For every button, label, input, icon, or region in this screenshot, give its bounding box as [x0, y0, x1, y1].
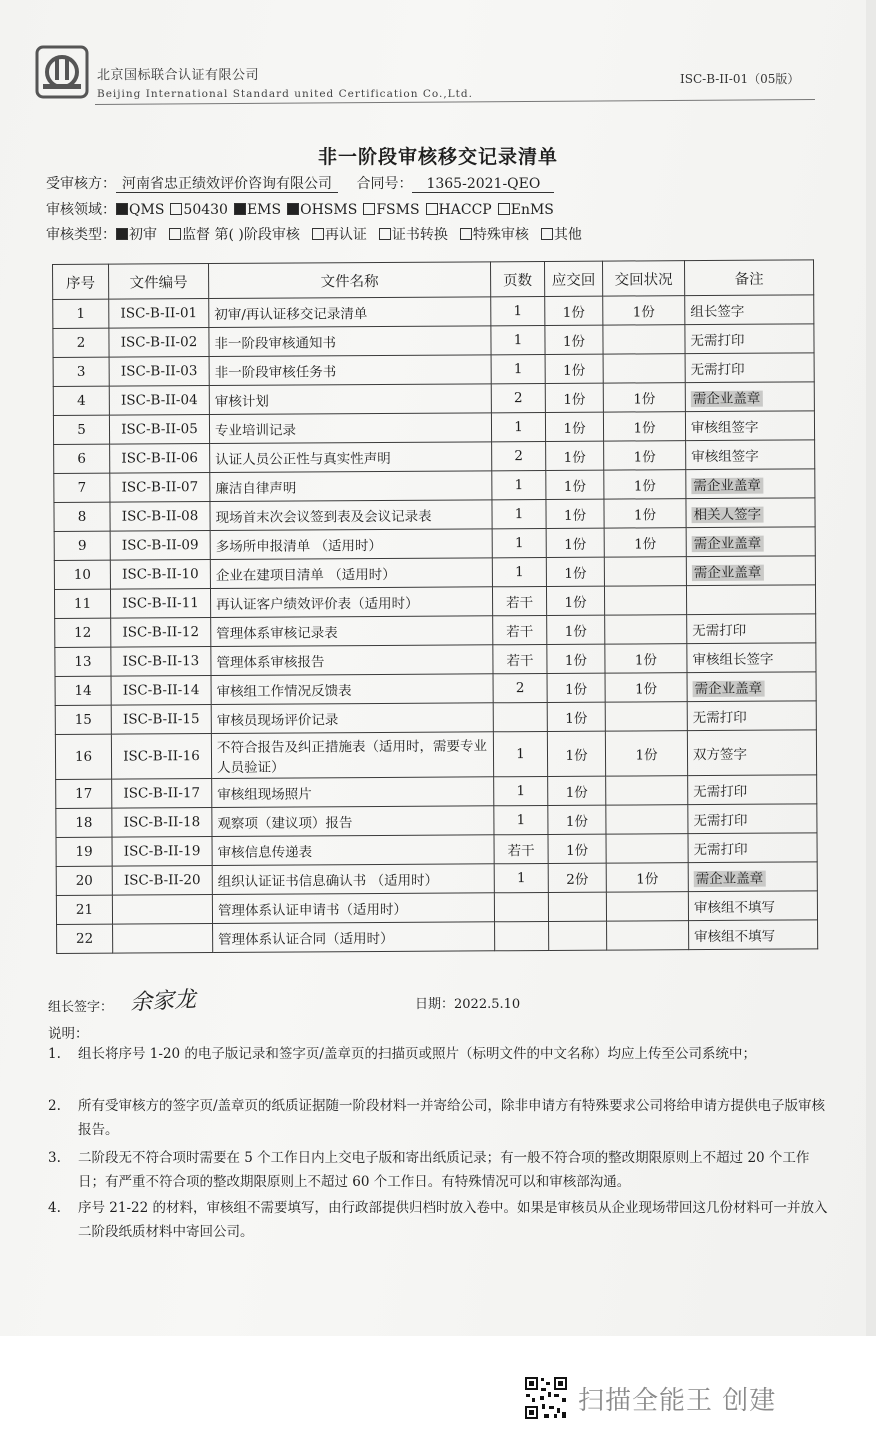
table-row [56, 891, 817, 925]
header-pages: 页数 [490, 261, 544, 296]
cell-returned: 1份 [606, 863, 688, 893]
cell-code: ISC-B-II-07 [110, 473, 210, 503]
checkbox-option [498, 202, 554, 218]
cell-code: ISC-B-II-20 [112, 866, 212, 896]
unchecked-box-icon [379, 228, 391, 240]
cell-name: 非一阶段审核任务书 [209, 355, 491, 386]
cell-pages: 若干 [493, 644, 547, 673]
cell-returned [606, 892, 688, 922]
checked-box-icon [287, 203, 299, 215]
cell-no: 14 [55, 676, 111, 705]
note-text: 二阶段无不符合项时需要在 5 个工作日内上交电子版和寄出纸质记录；有一般不符合项的整改期限原则上不超过 20 个工作日；有严重不符合项的整改期限原则上不超过 60 个工作日。有特殊情况可以和审核部沟通。 [78, 1150, 810, 1190]
table-row [56, 804, 817, 838]
document-title: 非一阶段审核移交记录清单 [317, 146, 558, 168]
cell-code: ISC-B-II-08 [110, 502, 210, 532]
cell-due: 1份 [547, 644, 605, 673]
cell-pages: 1 [491, 296, 545, 325]
table-row [57, 920, 818, 954]
checkbox-option [379, 227, 448, 243]
watermark-text: 扫描全能王 创建 [578, 1385, 777, 1416]
cell-remark: 审核组不填写 [688, 891, 817, 921]
cell-pages [495, 921, 549, 950]
checkbox-option [169, 227, 300, 243]
cell-due [548, 892, 606, 921]
table-row [53, 382, 814, 416]
cell-remark [686, 527, 815, 557]
highlighted-remark: 需企业盖章 [693, 477, 761, 495]
cell-remark [686, 585, 815, 615]
leader-signature: 余家龙 [129, 987, 197, 1016]
cell-name: 审核组工作情况反馈表 [211, 674, 493, 705]
date-value: 2022.5.10 [454, 997, 521, 1012]
cell-remark: 审核组签字 [686, 440, 815, 470]
cell-returned: 1份 [603, 296, 685, 326]
unchecked-box-icon [169, 228, 181, 240]
audit-field-line [46, 199, 560, 219]
cell-code: ISC-B-II-03 [109, 357, 209, 387]
cell-name: 组织认证证书信息确认书 （适用时） [212, 864, 494, 895]
cell-returned: 1份 [603, 412, 685, 442]
table-row [54, 527, 815, 561]
cell-remark: 无需打印 [687, 701, 816, 731]
cell-remark: 无需打印 [688, 775, 817, 805]
cell-due: 1份 [546, 499, 604, 528]
cell-remark [688, 862, 817, 892]
cell-name: 专业培训记录 [209, 413, 491, 444]
table-row [55, 701, 816, 735]
cell-code: ISC-B-II-02 [109, 328, 209, 358]
cell-due: 1份 [545, 325, 603, 354]
contract-label: 合同号： [356, 176, 413, 192]
highlighted-remark: 需企业盖章 [693, 535, 762, 553]
cell-returned: 1份 [604, 470, 686, 500]
table-row [56, 775, 817, 809]
table-row [56, 833, 817, 867]
cell-pages: 1 [491, 412, 545, 441]
cell-returned: 1份 [604, 528, 686, 558]
cell-no: 3 [53, 357, 109, 386]
scanner-watermark [524, 1376, 776, 1420]
checkbox-label: 证书转换 [391, 227, 448, 243]
cell-name: 审核组现场照片 [212, 777, 494, 808]
unchecked-box-icon [498, 203, 510, 215]
note-item [48, 1042, 828, 1066]
note-text: 所有受审核方的签字页/盖章页的纸质证据随一阶段材料一并寄给公司，除非申请方有特殊要求公司将给申请方提供电子版审核报告。 [78, 1098, 826, 1138]
cell-no: 19 [56, 837, 112, 866]
highlighted-remark: 需企业盖章 [693, 564, 762, 582]
cell-returned [606, 776, 688, 806]
cell-code: ISC-B-II-16 [111, 734, 211, 780]
cell-no: 6 [54, 444, 110, 473]
cell-name: 廉洁自律声明 [210, 471, 492, 502]
note-number: 3. [48, 1150, 61, 1166]
checkbox-option [363, 202, 419, 218]
cell-name: 管理体系审核记录表 [211, 616, 493, 647]
cell-code: ISC-B-II-11 [110, 589, 210, 619]
cell-name: 不符合报告及纠正措施表（适用时，需要专业人员验证） [211, 732, 493, 779]
cell-remark [686, 498, 815, 528]
cell-name: 审核信息传递表 [212, 835, 494, 866]
cell-no: 4 [53, 386, 109, 415]
cell-no: 11 [54, 589, 110, 618]
cell-no: 1 [53, 299, 109, 328]
table-row [53, 295, 814, 329]
cell-no: 10 [54, 560, 110, 589]
checked-box-icon [234, 203, 246, 215]
table-row [54, 469, 815, 503]
cell-pages: 1 [491, 354, 545, 383]
note-text: 组长将序号 1-20 的电子版记录和签字页/盖章页的扫描页或照片（标明文件的中文名称）均应上传至公司系统中； [78, 1046, 756, 1062]
company-name-cn: 北京国标联合认证有限公司 [97, 68, 260, 83]
note-number: 1. [48, 1046, 61, 1062]
page-edge [866, 0, 876, 1336]
checkbox-option [170, 202, 228, 218]
company-logo-icon [34, 44, 90, 100]
cell-pages: 1 [492, 557, 546, 586]
cell-due: 1份 [548, 776, 606, 805]
cell-no: 16 [55, 734, 111, 779]
cell-pages: 1 [492, 499, 546, 528]
cell-due: 1份 [545, 383, 603, 412]
cell-remark: 无需打印 [687, 614, 816, 644]
cell-code: ISC-B-II-18 [112, 808, 212, 838]
auditee-label: 受审核方： [46, 176, 116, 192]
highlighted-remark: 需企业盖章 [695, 870, 764, 888]
cell-due: 1份 [547, 702, 605, 731]
notes-title: 说明： [48, 1026, 89, 1042]
cell-due: 1份 [548, 834, 606, 863]
cell-returned: 1份 [603, 383, 685, 413]
table-header-row [53, 260, 814, 300]
handover-record-table [52, 259, 818, 954]
highlighted-remark: 需企业盖章 [692, 390, 761, 408]
cell-pages: 2 [493, 673, 547, 702]
leader-sign-label: 组长签字： [48, 1000, 114, 1015]
cell-returned [603, 354, 685, 384]
cell-remark: 组长签字 [685, 295, 814, 325]
cell-returned: 1份 [605, 731, 687, 777]
document-code: ISC-B-II-01（05版） [680, 72, 800, 86]
cell-remark: 无需打印 [685, 353, 814, 383]
cell-remark: 无需打印 [688, 804, 817, 834]
cell-code: ISC-B-II-04 [109, 386, 209, 416]
cell-returned [607, 921, 689, 951]
cell-no: 15 [55, 705, 111, 734]
table-row [53, 411, 814, 445]
date-line [415, 993, 520, 1012]
cell-pages: 1 [492, 528, 546, 557]
cell-returned [603, 325, 685, 355]
cell-pages: 1 [494, 805, 548, 834]
cell-due: 1份 [546, 470, 604, 499]
note-number: 2. [48, 1098, 61, 1114]
cell-code [112, 895, 212, 925]
checked-box-icon [116, 203, 128, 215]
audit-type-label: 审核类型： [46, 227, 116, 243]
cell-code: ISC-B-II-01 [109, 299, 209, 329]
highlighted-remark: 相关人签字 [693, 506, 762, 524]
cell-no: 21 [56, 895, 112, 924]
cell-name: 管理体系认证申请书（适用时） [212, 893, 494, 924]
cell-due: 2份 [548, 863, 606, 892]
header-name: 文件名称 [209, 262, 491, 299]
cell-pages: 若干 [494, 834, 548, 863]
cell-due: 1份 [545, 296, 603, 325]
cell-name: 现场首末次会议签到表及会议记录表 [210, 500, 492, 531]
table-row [56, 862, 817, 896]
checked-box-icon [116, 228, 128, 240]
cell-code: ISC-B-II-12 [111, 618, 211, 648]
table-row [54, 440, 815, 474]
cell-pages: 1 [493, 731, 547, 776]
date-label: 日期： [415, 997, 455, 1012]
checkbox-option [541, 227, 582, 243]
cell-due [549, 921, 607, 950]
cell-no: 17 [56, 779, 112, 808]
audit-field-options [116, 202, 560, 218]
cell-name: 审核计划 [209, 384, 491, 415]
checkbox-label: 50430 [183, 202, 228, 218]
checkbox-option [234, 202, 281, 218]
checkbox-label: 监督 第( )阶段审核 [182, 227, 300, 243]
cell-code: ISC-B-II-19 [112, 837, 212, 867]
cell-name: 管理体系认证合同（适用时） [213, 922, 495, 953]
unchecked-box-icon [312, 228, 324, 240]
highlighted-remark: 需企业盖章 [694, 680, 763, 698]
unchecked-box-icon [426, 203, 438, 215]
cell-due: 1份 [545, 412, 603, 441]
table-row [54, 585, 815, 619]
checkbox-option [116, 202, 164, 218]
cell-no: 20 [56, 866, 112, 895]
cell-returned [606, 805, 688, 835]
checkbox-label: 特殊审核 [472, 227, 529, 243]
cell-no: 9 [54, 531, 110, 560]
cell-no: 8 [54, 502, 110, 531]
checkbox-label: OHSMS [300, 202, 358, 218]
cell-code: ISC-B-II-14 [111, 676, 211, 706]
auditee-value: 河南省忠正绩效评价咨询有限公司 [116, 176, 338, 193]
cell-no: 5 [53, 415, 109, 444]
checkbox-label: FSMS [376, 202, 420, 218]
table-row [54, 498, 815, 532]
cell-no: 2 [53, 328, 109, 357]
audit-type-options [116, 227, 594, 243]
cell-remark [685, 382, 814, 412]
cell-code: ISC-B-II-06 [110, 444, 210, 474]
table-row [53, 353, 814, 387]
cell-returned: 1份 [605, 673, 687, 703]
cell-code: ISC-B-II-13 [111, 647, 211, 677]
cell-name: 审核员现场评价记录 [211, 703, 493, 734]
cell-name: 管理体系审核报告 [211, 645, 493, 676]
cell-code: ISC-B-II-17 [112, 779, 212, 809]
cell-returned: 1份 [604, 441, 686, 471]
table-row [54, 556, 815, 590]
checkbox-label: 其他 [553, 227, 582, 243]
cell-returned [605, 615, 687, 645]
auditee-line [46, 173, 554, 193]
cell-pages: 1 [494, 863, 548, 892]
checkbox-label: EMS [246, 202, 282, 218]
cell-due: 1份 [546, 557, 604, 586]
table-row [55, 643, 816, 677]
unchecked-box-icon [170, 203, 182, 215]
cell-remark: 审核组不填写 [689, 920, 818, 950]
header-code: 文件编号 [109, 264, 209, 300]
cell-pages [493, 702, 547, 731]
cell-pages: 1 [491, 325, 545, 354]
cell-returned [604, 557, 686, 587]
header-due: 应交回 [544, 261, 602, 296]
cell-name: 企业在建项目清单 （适用时） [210, 558, 492, 589]
header-remark: 备注 [684, 260, 813, 296]
cell-pages: 2 [492, 441, 546, 470]
cell-remark: 审核组长签字 [687, 643, 816, 673]
cell-due: 1份 [547, 615, 605, 644]
cell-code: ISC-B-II-05 [109, 415, 209, 445]
cell-remark [687, 672, 816, 702]
table-row [55, 614, 816, 648]
cell-due: 1份 [547, 673, 605, 702]
checkbox-option [116, 227, 157, 243]
cell-due: 1份 [546, 441, 604, 470]
note-number: 4. [48, 1200, 61, 1216]
unchecked-box-icon [460, 228, 472, 240]
header-no: 序号 [53, 264, 109, 299]
checkbox-option [287, 202, 357, 218]
cell-returned: 1份 [605, 644, 687, 674]
cell-remark: 审核组签字 [685, 411, 814, 441]
cell-pages: 1 [492, 470, 546, 499]
checkbox-option [426, 202, 492, 218]
audit-field-label: 审核领域： [46, 202, 116, 218]
cell-code [113, 924, 213, 954]
cell-name: 多场所申报清单 （适用时） [210, 529, 492, 560]
cell-due: 1份 [546, 528, 604, 557]
checkbox-label: EnMS [510, 202, 554, 218]
cell-pages: 若干 [492, 586, 546, 615]
checkbox-option [460, 227, 529, 243]
unchecked-box-icon [363, 203, 375, 215]
cell-remark: 无需打印 [688, 833, 817, 863]
note-text: 序号 21-22 的材料，审核组不需要填写，由行政部提供归档时放入卷中。如果是审核员从企业现场带回这几份材料可一并放入二阶段纸质材料中寄回公司。 [78, 1200, 828, 1240]
checkbox-label: QMS [129, 202, 165, 218]
qr-code-icon [524, 1376, 568, 1420]
company-name-en: Beijing International Standard united Certification Co.,Ltd. [97, 88, 473, 100]
cell-no: 22 [57, 924, 113, 953]
checkbox-label: 初审 [129, 227, 157, 243]
cell-due: 1份 [546, 586, 604, 615]
cell-returned [605, 702, 687, 732]
cell-pages: 2 [491, 383, 545, 412]
checkbox-label: 再认证 [324, 227, 367, 243]
note-item [48, 1094, 828, 1142]
table-row [55, 730, 816, 780]
contract-value: 1365-2021-QEO [412, 176, 554, 193]
cell-no: 18 [56, 808, 112, 837]
cell-pages: 1 [494, 776, 548, 805]
note-item [48, 1196, 828, 1244]
cell-remark [686, 469, 815, 499]
cell-remark: 双方签字 [687, 730, 816, 776]
cell-no: 12 [55, 618, 111, 647]
cell-due: 1份 [547, 731, 605, 776]
cell-code: ISC-B-II-09 [110, 531, 210, 561]
table-row [55, 672, 816, 706]
unchecked-box-icon [541, 228, 553, 240]
cell-no: 7 [54, 473, 110, 502]
cell-due: 1份 [545, 354, 603, 383]
cell-remark: 无需打印 [685, 324, 814, 354]
cell-code: ISC-B-II-15 [111, 705, 211, 735]
cell-name: 非一阶段审核通知书 [209, 326, 491, 357]
cell-name: 再认证客户绩效评价表（适用时） [210, 587, 492, 618]
header-returned: 交回状况 [602, 261, 684, 297]
checkbox-label: HACCP [438, 202, 492, 218]
cell-remark [686, 556, 815, 586]
cell-code: ISC-B-II-10 [110, 560, 210, 590]
cell-due: 1份 [548, 805, 606, 834]
cell-pages: 若干 [493, 615, 547, 644]
cell-pages [494, 892, 548, 921]
cell-name: 认证人员公正性与真实性声明 [210, 442, 492, 473]
cell-returned [604, 586, 686, 616]
checkbox-option [312, 227, 367, 243]
cell-no: 13 [55, 647, 111, 676]
note-item [48, 1146, 828, 1194]
cell-name: 初审/再认证移交记录清单 [209, 297, 491, 328]
cell-returned [606, 834, 688, 864]
cell-returned: 1份 [604, 499, 686, 529]
table-row [53, 324, 814, 358]
cell-name: 观察项（建议项）报告 [212, 806, 494, 837]
audit-type-line [46, 224, 594, 244]
